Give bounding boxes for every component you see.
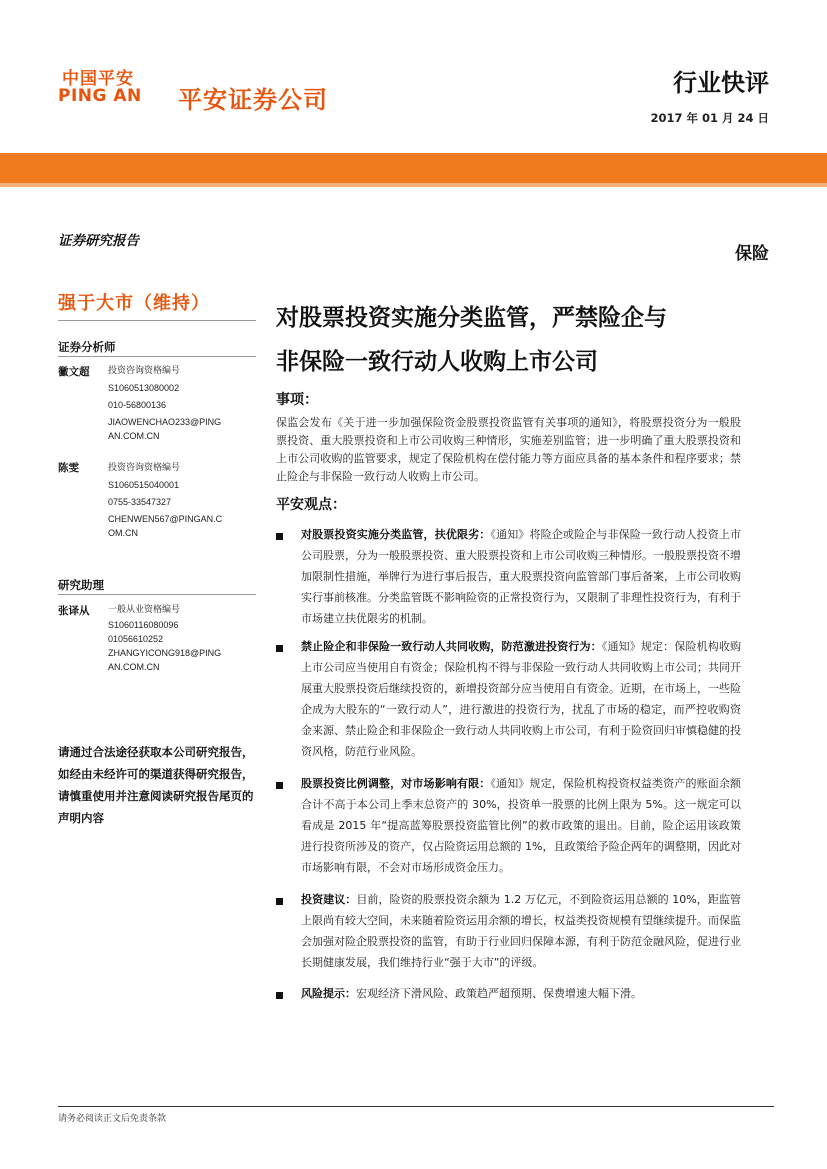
analyst-info: 投资咨询资格编号 [108,462,181,472]
bullet-body: 目前，险资的股票投资余额为 1.2 万亿元，不到险资运用总额的 10%，距监管上限尚有较大空间，未来随着险资运用余额的增长，权益类投资规模有望继续提升。而保监会加强对险企股票投资的监管，有助于行业回归保障本源，有利于防范金融风险，促进行业长期健康发展，我们维持行业“强于大市”的评级。 [301,893,741,969]
analysts-heading: 证券分析师 [58,340,116,354]
bullet-body: 《通知》将险企或险企与非保险一致行动人投资上市公司股票，分为一般股票投资、重大股票投资和上市公司收购三种情形。一般股票投资不增加限制性措施，举牌行为进行事后报告，重大股票投资向监管部门事后备案，上市公司收购实行事前核准。分类监管既不影响险资的正常投资行为，又限制了非理性投资行为，有利于市场建立扶优限劣的机制。 [301,528,742,625]
event-text: 保监会发布《关于进一步加强保险资金股票投资监管有关事项的通知》，将股票投资分为一般股票投资、重大股票投资和上市公司收购三种情形，实施差别监管；进一步明确了重大股票投资和上市公司收购的监管要求，规定了保险机构在偿付能力等方面应具备的基本条件和程序要求；禁止险企与非保险一致行动人收购上市公司。 [276,416,741,483]
analyst-phone: 010-56800136 [108,400,167,410]
assistant-email: AN.COM.CN [108,662,160,672]
bullet-item [301,773,741,878]
analyst-email: AN.COM.CN [108,431,160,441]
divider [58,594,256,595]
assistant-phone: 01056610252 [108,634,164,644]
bullet-item [301,889,741,973]
bullet-body: 宏观经济下滑风险、政策趋严超预期、保费增速大幅下滑。 [356,987,642,1000]
assistant-info: S1060116080096 [108,620,179,630]
bullet-icon [276,645,283,652]
analyst-phone: 0755-33547327 [108,497,172,507]
bullet-lead: 对股票投资实施分类监管，扶优限劣： [301,528,491,541]
bullet-lead: 股票投资比例调整，对市场影响有限： [301,777,491,790]
bullet-lead: 禁止险企和非保险一致行动人共同收购，防范激进投资行为： [301,640,602,653]
bullet-icon [276,898,283,905]
title-line: 非保险一致行动人收购上市公司 [276,349,598,375]
report-title [276,296,776,384]
usage-disclaimer: 请通过合法途径获取本公司研究报告，如经由未经许可的渠道获得研究报告，请慎重使用并注意阅读研究报告尾页的声明内容 [58,745,254,825]
bullet-item [301,524,741,629]
logo-en-text: PING AN [58,86,142,106]
bullet-icon [276,533,283,540]
title-line: 对股票投资实施分类监管，严禁险企与 [276,305,667,331]
bullet-item [301,636,741,762]
divider [58,320,256,321]
header-band [0,153,827,183]
report-date: 2017 年 01 月 24 日 [650,111,769,125]
analyst-name: 陈雯 [58,462,79,474]
analyst-email: OM.CN [108,528,138,538]
bullet-icon [276,992,283,999]
footer-divider [58,1106,774,1107]
analyst-info: S1060513080002 [108,383,180,393]
header-band-shadow [0,183,827,187]
assistant-name: 张译从 [58,605,90,617]
divider [58,356,256,357]
analyst-email: JIAOWENCHAO233@PING [108,417,222,427]
top-margin [0,0,827,40]
footer-note: 请务必阅读正文后免责条款 [58,1114,167,1124]
industry-label: 保险 [735,244,769,264]
bullet-lead: 投资建议： [301,893,357,906]
bullet-item [301,983,741,1004]
report-type: 行业快评 [673,69,769,97]
bullet-icon [276,782,283,789]
rating: 强于大市（维持） [58,293,210,314]
assistant-email: ZHANGYICONG918@PING [108,648,222,658]
assistant-info: 一般从业资格编号 [108,604,181,614]
logo-cn-text: 中国平安 [62,69,134,89]
bullet-body: 《通知》规定：保险机构收购上市公司应当使用自有资金；保险机构不得与非保险一致行动人共同收购上市公司；共同开展重大股票投资后继续投资的，新增投资部分应当使用自有资金。近期，在市场上，一些险企成为大股东的“一致行动人”，进行激进的投资行为，扰乱了市场的稳定，而严控收购资金来源、禁止险企和非保险企一致行动人共同收购上市公司，有利于险资回归审慎稳健的投资风格，防范行业风险。 [301,640,742,758]
assistant-heading: 研究助理 [58,578,104,592]
view-heading: 平安观点： [276,497,346,513]
report-series: 证券研究报告 [58,233,139,249]
analyst-info: 投资咨询资格编号 [108,365,181,375]
company-name: 平安证券公司 [178,86,328,114]
bullet-lead: 风险提示： [301,987,356,1000]
event-heading: 事项： [276,392,318,408]
analyst-info: S1060515040001 [108,480,180,490]
bullet-body: 《通知》规定，保险机构投资权益类资产的账面余额合计不高于本公司上季末总资产的 30%，投资单一股票的比例上限为 5%。这一规定可以看成是 2015 年“提高蓝筹股票投资监管比例”的救市政策的退出。目前，险企运用该政策进行投资所涉及的资产，仅占险资运用总额的 1%，且政策给予险企两年的调整期，因此对市场影响有限，不会对市场形成资金压力。 [301,777,742,874]
analyst-name: 黴文超 [58,366,90,378]
analyst-email: CHENWEN567@PINGAN.C [108,514,223,524]
